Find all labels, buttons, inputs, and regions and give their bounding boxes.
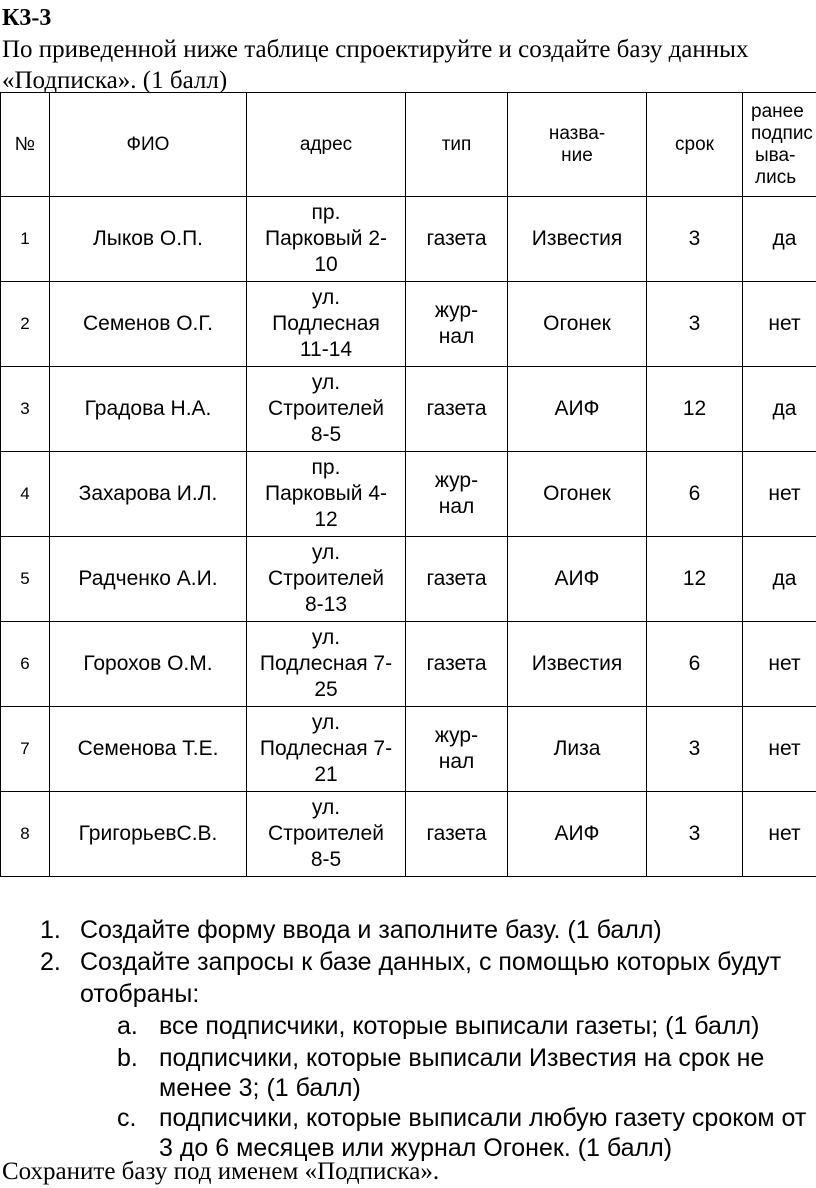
cell-earlier: нет [743,792,816,877]
cell-type: жур- нал [406,707,508,792]
cell-num: 2 [1,282,50,367]
cell-fio: Захарова И.Л. [50,452,247,537]
cell-term: 12 [647,537,743,622]
header-address: адрес [247,93,406,197]
cell-name: АИФ [508,792,647,877]
header-fio: ФИО [50,93,247,197]
table-header-row [1,93,816,197]
cell-name: Огонек [508,282,647,367]
cell-fio: Градова Н.А. [50,367,247,452]
subscription-table [0,92,816,877]
cell-address: ул. Подлесная 11-14 [247,282,406,367]
cell-type: жур- нал [406,282,508,367]
table-row [1,367,816,452]
cell-fio: Семенова Т.Е. [50,707,247,792]
cell-num: 1 [1,197,50,282]
cell-address: ул. Подлесная 7- 21 [247,707,406,792]
header-name: назва- ние [508,93,647,197]
table-row [1,537,816,622]
cell-earlier: да [743,537,816,622]
cell-term: 12 [647,367,743,452]
cell-type: жур- нал [406,452,508,537]
cell-type: газета [406,622,508,707]
cell-term: 6 [647,622,743,707]
cell-num: 6 [1,622,50,707]
cell-type: газета [406,367,508,452]
cell-num: 8 [1,792,50,877]
cell-fio: Радченко А.И. [50,537,247,622]
cell-num: 3 [1,367,50,452]
cell-fio: Семенов О.Г. [50,282,247,367]
cell-num: 4 [1,452,50,537]
cell-type: газета [406,197,508,282]
cell-type: газета [406,792,508,877]
cell-name: Известия [508,197,647,282]
cell-term: 6 [647,452,743,537]
cell-term: 3 [647,197,743,282]
cell-name: АИФ [508,537,647,622]
header-term: срок [647,93,743,197]
cell-term: 3 [647,792,743,877]
header-type: тип [406,93,508,197]
cell-name: Известия [508,622,647,707]
table-row [1,197,816,282]
cell-earlier: нет [743,452,816,537]
cell-term: 3 [647,282,743,367]
cell-fio: Лыков О.П. [50,197,247,282]
cell-address: пр. Парковый 4- 12 [247,452,406,537]
cell-earlier: нет [743,622,816,707]
cell-address: пр. Парковый 2- 10 [247,197,406,282]
cell-term: 3 [647,707,743,792]
cell-earlier: да [743,197,816,282]
cell-address: ул. Строителей 8-5 [247,367,406,452]
cell-earlier: нет [743,282,816,367]
table-row [1,622,816,707]
cell-num: 5 [1,537,50,622]
cell-name: Лиза [508,707,647,792]
cell-address: ул. Подлесная 7- 25 [247,622,406,707]
header-num: № [1,93,50,197]
table-row [1,282,816,367]
cell-type: газета [406,537,508,622]
table-row [1,707,816,792]
cell-name: Огонек [508,452,647,537]
cell-num: 7 [1,707,50,792]
intro-line-1: По приведенной ниже таблице спроектируйте и создайте базу данных [2,36,749,63]
cell-earlier: нет [743,707,816,792]
footer-instruction: Сохраните базу под именем «Подписка». [2,1158,440,1185]
document-title: К3-3 [2,5,52,31]
cell-fio: Горохов О.М. [50,622,247,707]
table-row [1,792,816,877]
cell-address: ул. Строителей 8-5 [247,792,406,877]
intro-line-2: «Подписка». (1 балл) [2,67,228,94]
cell-earlier: да [743,367,816,452]
header-earlier: ранее подпис ыва- лись [743,93,816,197]
cell-fio: ГригорьевС.В. [50,792,247,877]
cell-name: АИФ [508,367,647,452]
cell-address: ул. Строителей 8-13 [247,537,406,622]
subscription-table-container [0,92,816,886]
table-row [1,452,816,537]
